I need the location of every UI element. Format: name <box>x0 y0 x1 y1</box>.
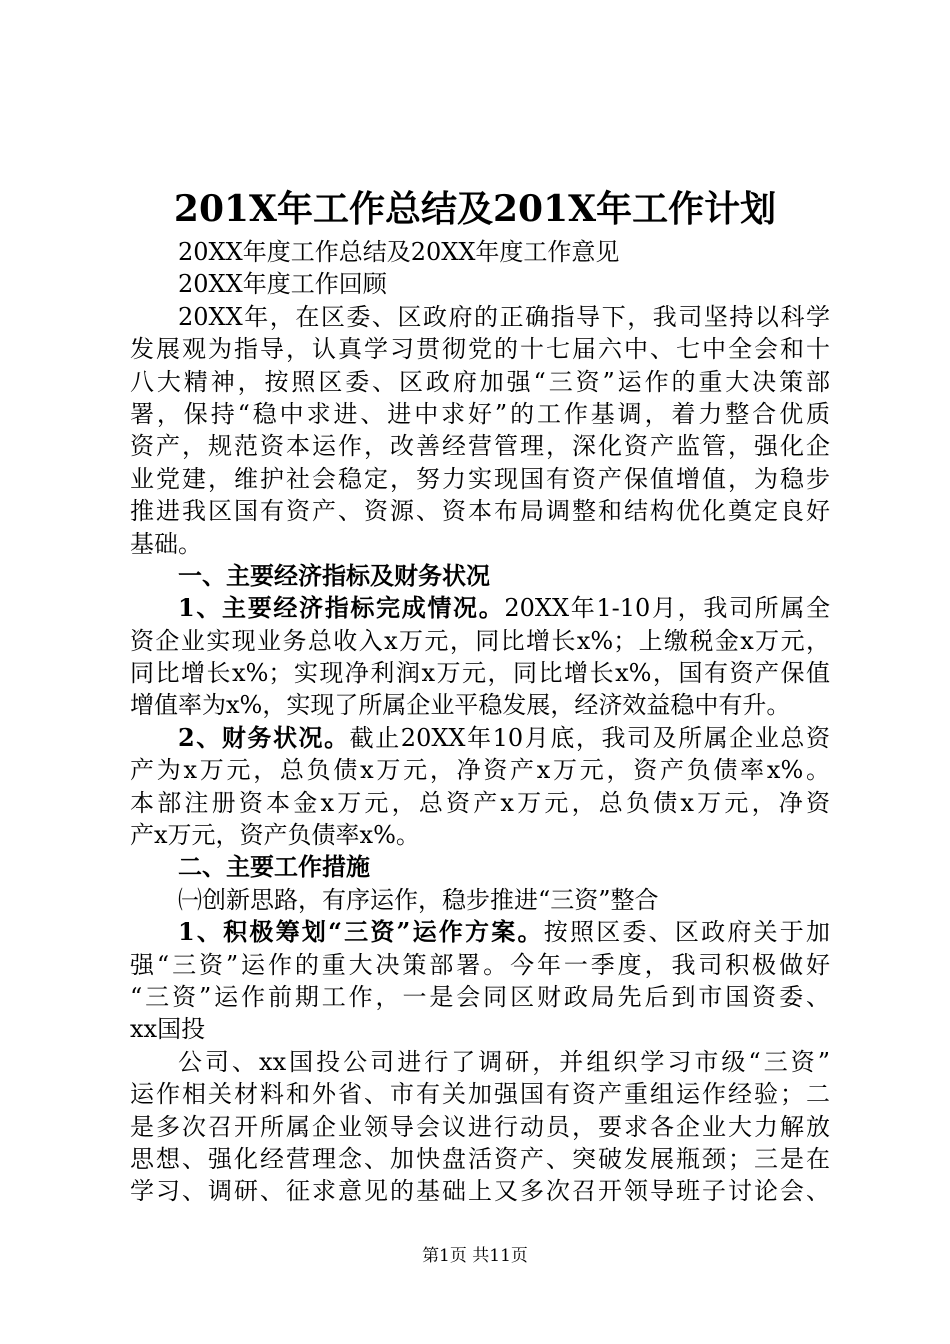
subsection-heading: ㈠创新思路，有序运作，稳步推进“三资”整合 <box>178 885 659 914</box>
paragraph-text: 按照区委、区政府关于加 <box>543 918 830 947</box>
paragraph-line: 公司、xx国投公司进行了调研，并组织学习市级“三资” <box>178 1047 830 1076</box>
subtitle-line: 20XX年度工作总结及20XX年度工作意见 <box>178 238 620 266</box>
paragraph-line: 八大精神，按照区委、区政府加强“三资”运作的重大决策部 <box>130 367 830 396</box>
paragraph-line: 资企业实现业务总收入x万元，同比增长x%；上缴税金x万元， <box>130 626 830 655</box>
section-heading-review: 20XX年度工作回顾 <box>178 270 387 299</box>
paragraph-line: 产为x万元，总负债x万元，净资产x万元，资产负债率x%。 <box>130 756 830 785</box>
section-heading-2: 二、主要工作措施 <box>178 852 370 882</box>
paragraph-line: 产x万元，资产负债率x%。 <box>130 821 420 850</box>
paragraph-line-mixed <box>130 722 830 754</box>
section-heading-1: 一、主要经济指标及财务状况 <box>178 560 490 590</box>
document-title: 201X年工作总结及201X年工作计划 <box>173 188 777 230</box>
paragraph-line: 运作相关材料和外省、市有关加强国有资产重组运作经验；二 <box>130 1080 830 1109</box>
paragraph-line: 思想、强化经营理念、加快盘活资产、突破发展瓶颈；三是在 <box>130 1144 830 1173</box>
paragraph-line: 学习、调研、征求意见的基础上又多次召开领导班子讨论会、 <box>130 1177 830 1206</box>
paragraph-line-mixed <box>130 592 830 624</box>
paragraph-text: 20XX年1-10月，我司所属全 <box>504 594 830 623</box>
paragraph-line: 强“三资”运作的重大决策部署。今年一季度，我司积极做好 <box>130 950 830 979</box>
paragraph-line: 20XX年，在区委、区政府的正确指导下，我司坚持以科学 <box>178 302 830 331</box>
paragraph-line: 资产，规范资本运作，改善经营管理，深化资产监管，强化企 <box>130 432 830 461</box>
paragraph-line: 本部注册资本金x万元，总资产x万元，总负债x万元，净资 <box>130 788 830 817</box>
paragraph-line: 基础。 <box>130 529 202 558</box>
paragraph-line: 推进我区国有资产、资源、资本布局调整和结构优化奠定良好 <box>130 497 830 526</box>
paragraph-line: xx国投 <box>130 1015 206 1044</box>
paragraph-text: 截止20XX年10月底，我司及所属企业总资 <box>349 723 830 752</box>
page-number-footer: 第1页 共11页 <box>422 1246 528 1266</box>
paragraph-line: 同比增长x%；实现净利润x万元，同比增长x%，国有资产保值 <box>130 659 830 688</box>
subheading-inline: 1、主要经济指标完成情况。 <box>178 593 505 623</box>
paragraph-line: 业党建，维护社会稳定，努力实现国有资产保值增值，为稳步 <box>130 464 830 493</box>
subheading-inline: 2、财务状况。 <box>178 722 350 752</box>
paragraph-line: 发展观为指导，认真学习贯彻党的十七届六中、七中全会和十 <box>130 335 830 364</box>
paragraph-line: 是多次召开所属企业领导会议进行动员，要求各企业大力解放 <box>130 1112 830 1141</box>
subheading-inline: 1、积极筹划“三资”运作方案。 <box>178 917 544 947</box>
paragraph-line: 增值率为x%，实现了所属企业平稳发展，经济效益稳中有升。 <box>130 691 791 720</box>
document-body <box>130 236 830 1208</box>
paragraph-line-mixed <box>130 916 830 948</box>
paragraph-line: 署，保持“稳中求进、进中求好”的工作基调，着力整合优质 <box>130 399 830 428</box>
paragraph-line: “三资”运作前期工作，一是会同区财政局先后到市国资委、 <box>130 982 830 1011</box>
